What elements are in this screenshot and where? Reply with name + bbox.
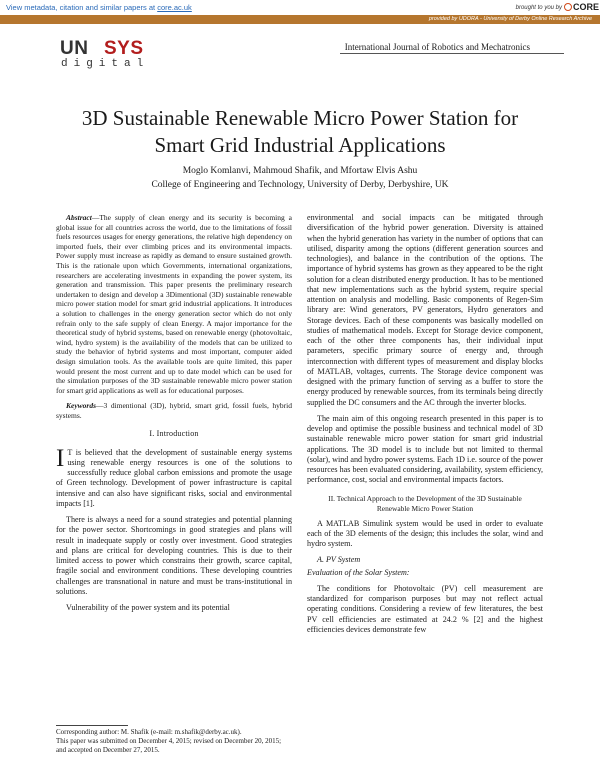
intro-paragraph-1 bbox=[56, 444, 292, 510]
footnote bbox=[56, 728, 292, 755]
logo-part-un: UN bbox=[60, 38, 89, 59]
core-logo-text: CORE bbox=[573, 2, 600, 12]
title-line-1: 3D Sustainable Renewable Micro Power Station for bbox=[81, 106, 519, 130]
logo-part-sys: SYS bbox=[104, 38, 144, 59]
right-paragraph-4: The conditions for Photovoltaic (PV) cell measurement are standardized for comparison purposes but may not reflect actual operating conditions. Considering a review of few literatures, the best PV cell efficiencies are estimated at 24.2 % [2] and the highest efficiencies devices demonstrate few bbox=[307, 583, 543, 634]
core-metadata-link[interactable] bbox=[6, 3, 192, 12]
right-paragraph-3: A MATLAB Simulink system would be used in order to evaluate each of the 3D elements of the design; this includes the solar, wind and hydro system. bbox=[307, 518, 543, 548]
keywords-text: —3 dimentional (3D), hybrid, smart grid, fossil fuels, hybrid systems. bbox=[56, 401, 292, 420]
logo-tagline: digital bbox=[61, 58, 150, 70]
intro-paragraph-1-text: T is believed that the development of sustainable energy systems using renewable energy resources is one of the solutions to successfully reduce global carbon emissions and promote the usage of Green technology. Development of power infrastructure is capital intensive and can also have significant risks, social and environmental impacts [1]. bbox=[56, 447, 292, 508]
journal-name: International Journal of Robotics and Mechatronics bbox=[344, 42, 530, 52]
keywords bbox=[56, 401, 292, 420]
authors: Moglo Komlanvi, Mahmoud Shafik, and Mfortaw Elvis Ashu bbox=[182, 166, 418, 176]
footnote-line-2: This paper was submitted on December 4, 2015; revised on December 20, 2015; and accepted on December 27, 2015. bbox=[56, 737, 282, 754]
core-link-text: View metadata, citation and similar papers at bbox=[6, 3, 158, 12]
provided-by-text[interactable]: provided by UDORA - University of Derby Online Research Archive bbox=[428, 16, 592, 22]
right-column bbox=[307, 213, 543, 641]
abstract-text: —The supply of clean energy and its security is becoming a global issue for all countries across the world, due to the limitations of fossil fuels resources usages for energy generations, the relative high dependency on imported fuels, their ever climbing prices and its environmental impacts. Power supply must increase as rapidly as demand to ensure sustained growth. This is the rationale upon which Governments, international organizations, researchers are accelerating investments in expanding the power system, its generation and transmission. This paper presents the preliminary research undertaken to design and develop a 3Dimentional (3D) sustainable renewable micro power station model for smart grid industrial applications. It introduces a solution to challenges in the energy generation sector which do not only refrain only to the safe supply of clean Energy. A major importance for the theoretical study of hybrid systems, based on renewable energy (photovoltaic, wind, hydro system) is the availability of the models that can be utilized to study the behavior of hybrid systems and most important, computer aided design simulation tools. As the available tools are quite limited, this paper would present the most current and up to date model which can be used for the simulation purposes of the 3D sustainable renewable micro power station for smart grid applications as well as for educational purposes. bbox=[56, 213, 292, 395]
right-paragraph-1: environmental and social impacts can be mitigated through diversification of the hybrid power generation. Diversity is attained when the hybrid generation has variety in the number of options that can utilised, disparity among the options (different generation sources and technologies), and balance in the contribution of the options. The importance of hybrid systems has grown as they appeared to be the right solution for a clean distributed energy production. It has to be mentioned that new implementations such as the hybrid system, require special attention on analysis and modelling. Basic components of Regen-Sim library are: Wind generators, PV generators, Hydro generators and Storage devices. Each of these components was basically modelled on studies of mathematical models. Except for Storage device component, each of the other three components has, their individual input parameters, specific primary source of energy and, through interconnection with different types of measurement and display blocks of MATLAB, voltages, currents. The Storage device component was designed with the primary function of serving as a buffer to store the energy produced by renewable sources, from its terminals being directly supplied the DC consumers and the AC through the inverter blocks. bbox=[307, 213, 543, 407]
footnote-line-1: Corresponding author: M. Shafik (e-mail: m.shafik@derby.ac.uk). bbox=[56, 728, 242, 736]
left-column bbox=[56, 213, 292, 619]
section-1-heading: I. Introduction bbox=[149, 429, 199, 439]
unsys-logo bbox=[60, 38, 150, 68]
footnote-rule bbox=[56, 725, 128, 726]
affiliation: College of Engineering and Technology, University of Derby, Derbyshire, UK bbox=[151, 180, 449, 190]
core-logo[interactable] bbox=[564, 1, 600, 13]
abstract-label: Abstract bbox=[66, 213, 92, 222]
paper-title bbox=[20, 105, 580, 159]
intro-paragraph-2: There is always a need for a sound strategies and potential planning for the power sector. Shortcomings in good strategies and plans will result in inadequate supply or costly over investment. Good strategies and plans are critical for developing countries. This is due to their limited access to power which constrains their growth, scarce capital, fragile social and environment conditions. These developing countries challenges are transnational in nature and must be trans-institutional in solutions. bbox=[56, 515, 292, 596]
abstract bbox=[56, 213, 292, 395]
evaluation-heading: Evaluation of the Solar System: bbox=[307, 567, 410, 577]
title-line-2: Smart Grid Industrial Applications bbox=[154, 133, 446, 157]
core-url-link[interactable]: core.ac.uk bbox=[157, 3, 192, 12]
section-2-heading: II. Technical Approach to the Development of the 3D Sustainable Renewable Micro Power Station bbox=[328, 493, 522, 513]
drop-cap: I bbox=[56, 444, 65, 472]
intro-paragraph-3: Vulnerability of the power system and its potential bbox=[66, 603, 230, 613]
right-paragraph-2: The main aim of this ongoing research presented in this paper is to develop and optimise the possible business and technical model of 3D sustainable renewable micro power station for smart grid industrial applications. The 3D model is to include but not limited to thermal (solar), wind and hydro power systems. Each 1D i.e. source of the power resources has been evaluated considering, availability, system efficiency, performance, cost, social and environmental impacts factors. bbox=[307, 413, 544, 485]
provided-by-bar bbox=[0, 15, 600, 24]
keywords-label: Keywords bbox=[66, 401, 96, 411]
brought-to-you-label: brought to you by bbox=[515, 5, 562, 11]
core-circle-icon bbox=[564, 3, 572, 11]
subsection-a-heading: A. PV System bbox=[317, 555, 361, 565]
header-rule bbox=[340, 53, 564, 54]
